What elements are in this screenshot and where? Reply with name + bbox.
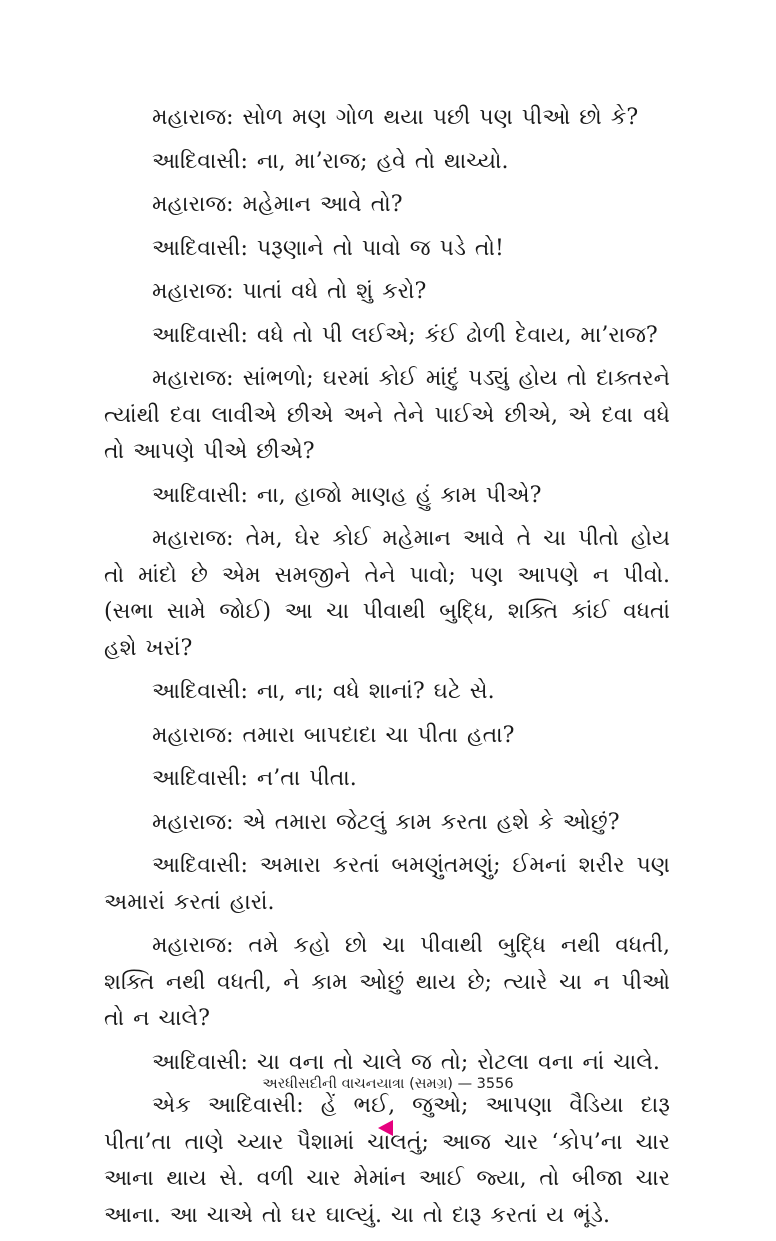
dialogue-text: તેમ, ઘેર કોઈ મહેમાન આવે તે ચા પીતો હોય તો માંદો છે એમ સમજીને તેને પાવો; પણ આપણે ન પીવો. (સભા સામે જોઈ) આ ચા પીવાથી બુદ્ધિ, શક્તિ કાંઈ વધતાં હશે ખરાં?: [104, 526, 670, 661]
page-body: [104, 100, 670, 1241]
speaker-name: મહારાજ: [152, 809, 227, 835]
dialogue-paragraph: મહારાજ: એ તમારા જેટલું કામ કરતા હશે કે ઓછું?: [152, 809, 620, 835]
dialogue-text: પરૂણાને તો પાવો જ પડે તો!: [256, 235, 504, 261]
dialogue-text: પાતાં વધે તો શું કરો?: [242, 279, 427, 304]
dialogue-text: ન’તા પીતા.: [256, 766, 357, 791]
speaker-name: આદિવાસી: [152, 482, 241, 508]
dialogue-text: એ તમારા જેટલું કામ કરતા હશે કે ઓછું?: [242, 809, 620, 835]
dialogue-text: તમે કહો છો ચા પીવાથી બુદ્ધિ નથી વધતી, શક્તિ નથી વધતી, ને કામ ઓછું થાય છે; ત્યારે ચા ન પીઓ તો ન ચાલે?: [104, 933, 671, 1031]
dialogue-paragraph: આદિવાસી: અમારા કરતાં બમણુંતમણું; ઈમનાં શરીર પણ અમારાં કરતાં હારાં.: [104, 853, 670, 915]
dialogue-paragraph: મહારાજ: સોળ મણ ગોળ થયા પછી પણ પીઓ છો કે?: [152, 105, 639, 130]
dialogue-text: તમારા બાપદાદા ચા પીતા હતા?: [242, 722, 515, 748]
dialogue-paragraph: આદિવાસી: ચા વના તો ચાલે જ તો; રોટલા વના નાં ચાલે.: [152, 1049, 660, 1075]
dialogue-text: ના, ના; વધે શાનાં? ઘટે સે.: [256, 679, 495, 704]
dialogue-text: સાંભળો; ઘરમાં કોઈ માંદું પડ્યું હોય તો દાક્તરને ત્યાંથી દવા લાવીએ છીએ અને તેને પાઈએ છીએ, એ દવા વધે તો આપણે પીએ છીએ?: [104, 366, 670, 464]
dialogue-paragraph: એક આદિવાસી: હેં ભઈ, જુઓ; આપણા વૈડિયા દારૂ પીતા’તા તાણે ચ્યાર પૈશામાં ચાલતું; આજ ચાર ‘કોપ’ના ચાર આના થાય સે. વળી ચાર મેમાંન આઈ જ્યા, તો બીજા ચાર આના. આ ચાએ તો ઘર ઘાલ્યું. ચા તો દારૂ કરતાં ય ભૂંડે.: [104, 1093, 671, 1228]
dialogue-paragraph: આદિવાસી: ના, મા’રાજ; હવે તો થાચ્યો.: [152, 148, 509, 174]
speaker-name: મહારાજ: [152, 279, 227, 304]
dialogue-text: અમારા કરતાં બમણુંતમણું; ઈમનાં શરીર પણ અમારાં કરતાં હારાં.: [104, 853, 670, 915]
dialogue-paragraph: આદિવાસી: પરૂણાને તો પાવો જ પડે તો!: [152, 235, 504, 261]
dialogue-paragraph: મહારાજ: પાતાં વધે તો શું કરો?: [152, 279, 427, 304]
speaker-name: આદિવાસી: [152, 679, 241, 704]
dialogue-text: હેં ભઈ, જુઓ; આપણા વૈડિયા દારૂ પીતા’તા તાણે ચ્યાર પૈશામાં ચાલતું; આજ ચાર ‘કોપ’ના ચાર આના થાય સે. વળી ચાર મેમાંન આઈ જ્યા, તો બીજા ચાર આના. આ ચાએ તો ઘર ઘાલ્યું. ચા તો દારૂ કરતાં ય ભૂંડે.: [104, 1093, 671, 1228]
speaker-name: મહારાજ: [152, 933, 227, 958]
dialogue-paragraph: આદિવાસી: ન’તા પીતા.: [152, 766, 357, 791]
dialogue-paragraph: મહારાજ: સાંભળો; ઘરમાં કોઈ માંદું પડ્યું હોય તો દાક્તરને ત્યાંથી દવા લાવીએ છીએ અને તેને પાઈએ છીએ, એ દવા વધે તો આપણે પીએ છીએ?: [104, 366, 670, 464]
speaker-name: આદિવાસી: [152, 766, 241, 791]
dialogue-text: સોળ મણ ગોળ થયા પછી પણ પીઓ છો કે?: [242, 105, 639, 130]
speaker-name: મહારાજ: [152, 722, 227, 748]
dialogue-paragraph: આદિવાસી: ના, ના; વધે શાનાં? ઘટે સે.: [152, 679, 495, 704]
dialogue-paragraph: મહારાજ: તેમ, ઘેર કોઈ મહેમાન આવે તે ચા પીતો હોય તો માંદો છે એમ સમજીને તેને પાવો; પણ આપણે ન પીવો. (સભા સામે જોઈ) આ ચા પીવાથી બુદ્ધિ, શક્તિ કાંઈ વધતાં હશે ખરાં?: [104, 526, 670, 661]
speaker-name: આદિવાસી: [152, 235, 241, 261]
speaker-name: એક આદિવાસી: [152, 1093, 297, 1118]
dialogue-paragraph: મહારાજ: તમારા બાપદાદા ચા પીતા હતા?: [152, 722, 515, 748]
dialogue-paragraph: આદિવાસી: ના, હાજો માણહ હું કામ પીએ?: [152, 482, 542, 508]
dialogue-paragraph: મહારાજ: મહેમાન આવે તો?: [152, 192, 403, 217]
speaker-name: આદિવાસી: [152, 322, 241, 348]
speaker-name: મહારાજ: [152, 105, 227, 130]
dialogue-paragraph: મહારાજ: તમે કહો છો ચા પીવાથી બુદ્ધિ નથી વધતી, શક્તિ નથી વધતી, ને કામ ઓછું થાય છે; ત્યારે ચા ન પીઓ તો ન ચાલે?: [104, 933, 671, 1031]
dialogue-text: ના, હાજો માણહ હું કામ પીએ?: [256, 482, 542, 508]
dialogue-text: મહેમાન આવે તો?: [242, 192, 403, 217]
page-footer: અરધીસદીની વાચનયાત્રા (સમગ્ર) — 3556: [262, 1076, 514, 1092]
speaker-name: આદિવાસી: [152, 853, 241, 878]
dialogue-text: વધે તો પી લઈએ; કંઈ ઢોળી દેવાય, મા’રાજ?: [256, 322, 658, 348]
dialogue-text: ચા વના તો ચાલે જ તો; રોટલા વના નાં ચાલે.: [256, 1049, 660, 1075]
dialogue-text: ના, મા’રાજ; હવે તો થાચ્યો.: [256, 148, 509, 174]
previous-page-arrow-icon[interactable]: [378, 1120, 393, 1136]
speaker-name: મહારાજ: [152, 526, 227, 551]
speaker-name: મહારાજ: [152, 366, 227, 391]
speaker-name: આદિવાસી: [152, 148, 241, 174]
speaker-name: આદિવાસી: [152, 1049, 241, 1075]
dialogue-paragraph: આદિવાસી: વધે તો પી લઈએ; કંઈ ઢોળી દેવાય, મા’રાજ?: [152, 322, 658, 348]
speaker-name: મહારાજ: [152, 192, 227, 217]
